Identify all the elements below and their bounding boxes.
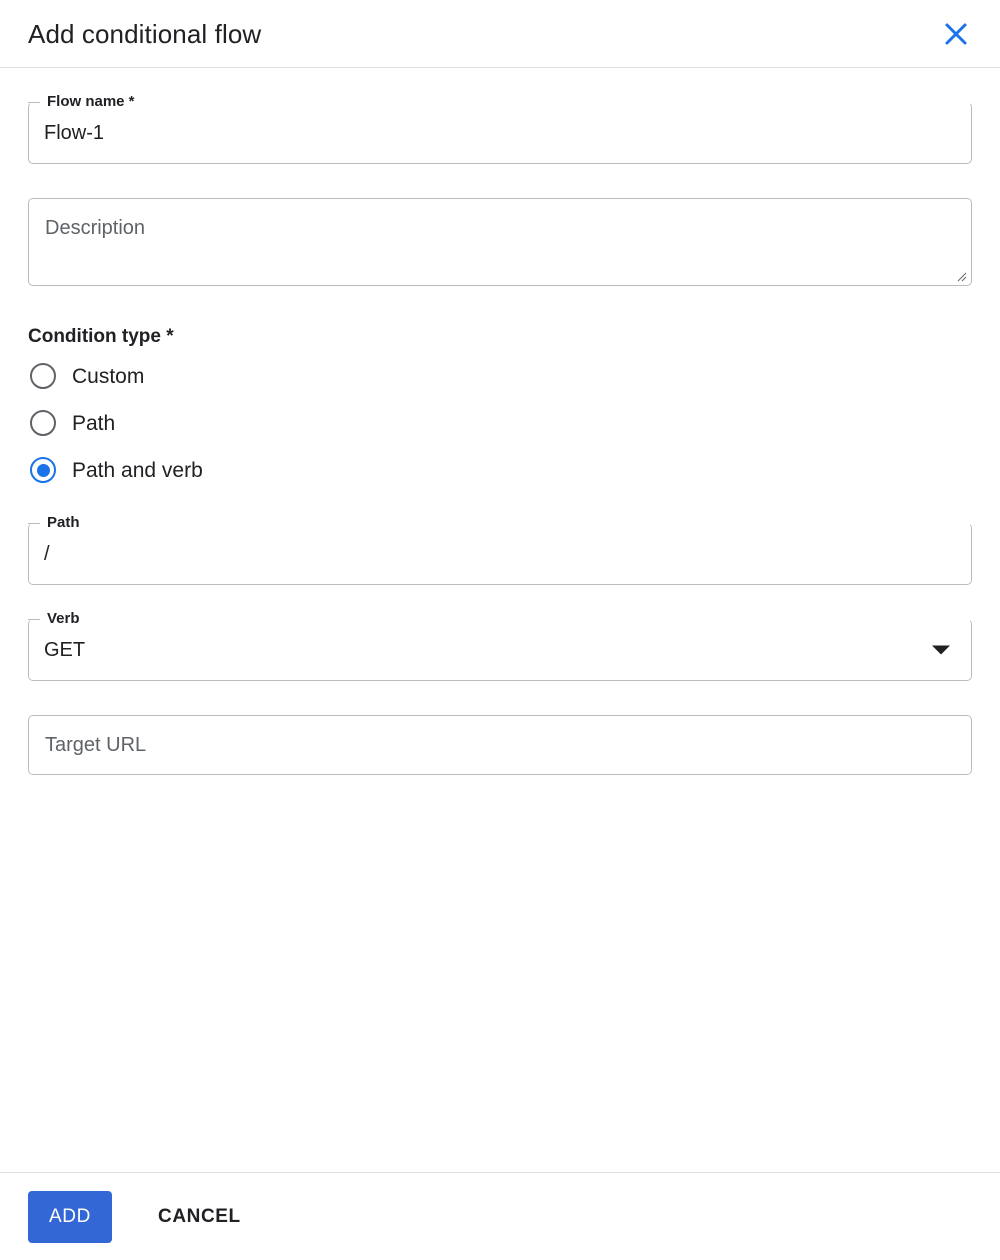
description-input[interactable]	[29, 199, 971, 285]
condition-type-label: Condition type *	[28, 326, 174, 347]
path-field[interactable]	[28, 514, 972, 585]
verb-label: Verb	[47, 610, 80, 627]
verb-field[interactable]	[28, 610, 972, 681]
radio-path-and-verb[interactable]	[28, 451, 972, 489]
chevron-down-icon[interactable]	[932, 646, 950, 655]
radio-custom-icon	[30, 363, 56, 389]
dialog-body	[0, 68, 1000, 1172]
radio-path-label: Path	[72, 411, 116, 435]
flow-name-label: Flow name *	[47, 93, 135, 110]
flow-name-field[interactable]	[28, 93, 972, 164]
radio-custom-label: Custom	[72, 364, 145, 388]
flow-name-input[interactable]	[28, 102, 972, 164]
target-url-input[interactable]	[29, 716, 971, 774]
radio-path-and-verb-icon	[30, 457, 56, 483]
path-input[interactable]	[28, 523, 972, 585]
close-icon-glyph	[942, 20, 970, 48]
verb-selected-value[interactable]: GET	[44, 639, 86, 661]
dialog-header	[0, 0, 1000, 68]
dialog-footer	[0, 1172, 1000, 1260]
radio-path-icon	[30, 410, 56, 436]
add-button[interactable]: ADD	[28, 1191, 112, 1243]
page-title: Add conditional flow	[28, 18, 262, 49]
radio-path[interactable]	[28, 404, 972, 442]
path-label: Path	[47, 514, 80, 531]
description-field[interactable]	[28, 198, 972, 286]
target-url-field[interactable]	[28, 715, 972, 775]
close-icon[interactable]	[936, 14, 976, 54]
cancel-button[interactable]: CANCEL	[138, 1191, 261, 1243]
radio-path-and-verb-label: Path and verb	[72, 458, 203, 482]
radio-custom[interactable]	[28, 357, 972, 395]
